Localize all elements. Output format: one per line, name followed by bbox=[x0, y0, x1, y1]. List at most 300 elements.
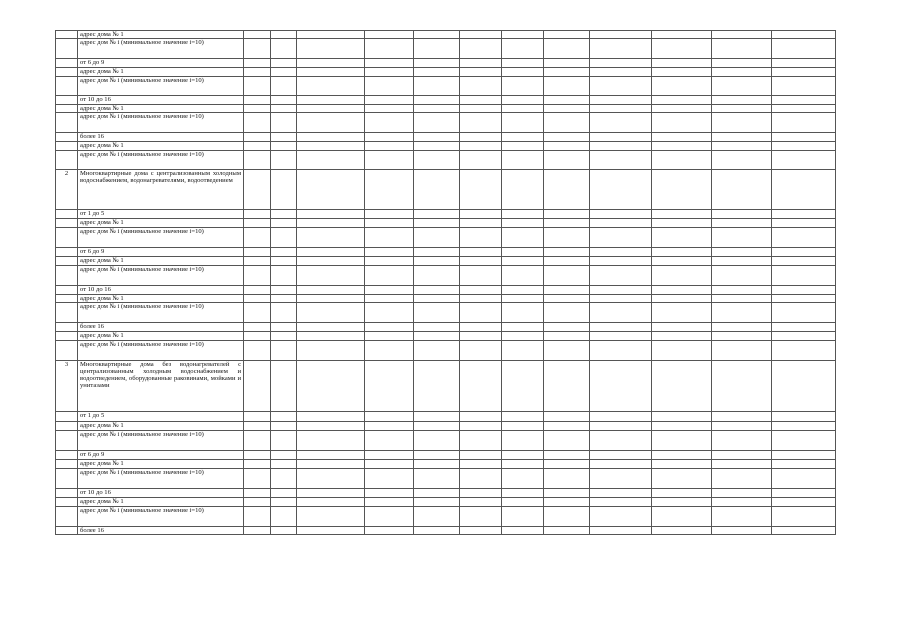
empty-cell bbox=[271, 31, 297, 39]
empty-cell bbox=[772, 133, 836, 141]
empty-cell bbox=[502, 68, 544, 77]
empty-cell bbox=[652, 302, 712, 322]
empty-cell bbox=[297, 497, 365, 506]
empty-cell bbox=[590, 360, 652, 411]
empty-cell bbox=[712, 96, 772, 105]
empty-cell bbox=[652, 497, 712, 506]
row-number-cell bbox=[56, 421, 78, 430]
empty-cell bbox=[414, 265, 460, 285]
empty-cell bbox=[244, 488, 271, 497]
empty-cell bbox=[590, 459, 652, 468]
row-number-cell bbox=[56, 468, 78, 488]
empty-cell bbox=[244, 526, 271, 534]
empty-cell bbox=[271, 133, 297, 141]
row-label-cell: адрес дом № i (минимальное значение i=10) bbox=[78, 265, 244, 285]
empty-cell bbox=[772, 421, 836, 430]
table-row bbox=[56, 421, 836, 430]
empty-cell bbox=[590, 105, 652, 113]
empty-cell bbox=[460, 302, 502, 322]
empty-cell bbox=[460, 331, 502, 340]
empty-cell bbox=[414, 256, 460, 265]
empty-cell bbox=[772, 256, 836, 265]
empty-cell bbox=[414, 497, 460, 506]
table-row bbox=[56, 340, 836, 360]
empty-cell bbox=[590, 77, 652, 96]
empty-cell bbox=[502, 113, 544, 133]
empty-cell bbox=[652, 68, 712, 77]
table-row bbox=[56, 141, 836, 150]
empty-cell bbox=[652, 459, 712, 468]
empty-cell bbox=[297, 113, 365, 133]
empty-cell bbox=[652, 141, 712, 150]
empty-cell bbox=[502, 59, 544, 68]
empty-cell bbox=[502, 77, 544, 96]
empty-cell bbox=[414, 459, 460, 468]
empty-cell bbox=[712, 506, 772, 526]
empty-cell bbox=[365, 302, 414, 322]
empty-cell bbox=[652, 113, 712, 133]
table-row bbox=[56, 285, 836, 294]
empty-cell bbox=[297, 247, 365, 256]
empty-cell bbox=[271, 331, 297, 340]
row-number-cell bbox=[56, 133, 78, 141]
empty-cell bbox=[297, 331, 365, 340]
empty-cell bbox=[652, 39, 712, 59]
empty-cell bbox=[297, 256, 365, 265]
empty-cell bbox=[712, 169, 772, 209]
row-label-cell: адрес дома № 1 bbox=[78, 218, 244, 227]
empty-cell bbox=[544, 411, 590, 421]
empty-cell bbox=[652, 59, 712, 68]
empty-cell bbox=[460, 360, 502, 411]
empty-cell bbox=[414, 285, 460, 294]
row-number-cell bbox=[56, 141, 78, 150]
empty-cell bbox=[297, 169, 365, 209]
empty-cell bbox=[712, 322, 772, 331]
table-row bbox=[56, 105, 836, 113]
empty-cell bbox=[297, 488, 365, 497]
empty-cell bbox=[414, 39, 460, 59]
row-label-cell: адрес дом № i (минимальное значение i=10) bbox=[78, 39, 244, 59]
table-row bbox=[56, 218, 836, 227]
empty-cell bbox=[460, 497, 502, 506]
empty-cell bbox=[502, 96, 544, 105]
empty-cell bbox=[502, 218, 544, 227]
empty-cell bbox=[772, 360, 836, 411]
empty-cell bbox=[652, 488, 712, 497]
empty-cell bbox=[502, 294, 544, 302]
empty-cell bbox=[772, 430, 836, 450]
table-row bbox=[56, 169, 836, 209]
row-number-cell bbox=[56, 497, 78, 506]
row-number-cell bbox=[56, 430, 78, 450]
empty-cell bbox=[244, 468, 271, 488]
empty-cell bbox=[414, 227, 460, 247]
empty-cell bbox=[460, 218, 502, 227]
empty-cell bbox=[244, 322, 271, 331]
row-label-cell: Многоквартирные дома без водонагревателей с централизованным холодным водоснабжением и водоотведением, оборудованные раковинами, мойками и унитазами bbox=[78, 360, 244, 411]
row-number-cell bbox=[56, 340, 78, 360]
empty-cell bbox=[590, 468, 652, 488]
empty-cell bbox=[414, 141, 460, 150]
table-row bbox=[56, 77, 836, 96]
empty-cell bbox=[652, 247, 712, 256]
empty-cell bbox=[460, 96, 502, 105]
empty-cell bbox=[414, 294, 460, 302]
empty-cell bbox=[365, 141, 414, 150]
empty-cell bbox=[772, 488, 836, 497]
empty-cell bbox=[544, 506, 590, 526]
empty-cell bbox=[271, 450, 297, 459]
empty-cell bbox=[365, 77, 414, 96]
empty-cell bbox=[652, 322, 712, 331]
empty-cell bbox=[365, 322, 414, 331]
empty-cell bbox=[590, 411, 652, 421]
row-label-cell: адрес дома № 1 bbox=[78, 31, 244, 39]
empty-cell bbox=[365, 96, 414, 105]
empty-cell bbox=[271, 506, 297, 526]
empty-cell bbox=[544, 133, 590, 141]
empty-cell bbox=[414, 96, 460, 105]
row-label-cell: адрес дом № i (минимальное значение i=10) bbox=[78, 77, 244, 96]
empty-cell bbox=[772, 169, 836, 209]
empty-cell bbox=[365, 411, 414, 421]
empty-cell bbox=[414, 133, 460, 141]
empty-cell bbox=[502, 526, 544, 534]
empty-cell bbox=[297, 141, 365, 150]
empty-cell bbox=[244, 497, 271, 506]
empty-cell bbox=[544, 31, 590, 39]
empty-cell bbox=[590, 141, 652, 150]
empty-cell bbox=[502, 360, 544, 411]
empty-cell bbox=[502, 430, 544, 450]
empty-cell bbox=[271, 302, 297, 322]
empty-cell bbox=[244, 331, 271, 340]
empty-cell bbox=[271, 488, 297, 497]
empty-cell bbox=[652, 265, 712, 285]
empty-cell bbox=[652, 256, 712, 265]
row-label-cell: Многоквартирные дома с централизованным холодным водоснабжением, водонагревателями, водоотведением bbox=[78, 169, 244, 209]
row-label-cell: от 10 до 16 bbox=[78, 488, 244, 497]
empty-cell bbox=[590, 96, 652, 105]
empty-cell bbox=[772, 459, 836, 468]
row-number-cell bbox=[56, 39, 78, 59]
empty-cell bbox=[544, 526, 590, 534]
empty-cell bbox=[712, 294, 772, 302]
row-number-cell bbox=[56, 294, 78, 302]
empty-cell bbox=[772, 285, 836, 294]
empty-cell bbox=[414, 302, 460, 322]
empty-cell bbox=[772, 105, 836, 113]
row-label-cell: адрес дом № i (минимальное значение i=10) bbox=[78, 113, 244, 133]
empty-cell bbox=[297, 59, 365, 68]
empty-cell bbox=[544, 285, 590, 294]
row-number-cell bbox=[56, 265, 78, 285]
empty-cell bbox=[652, 218, 712, 227]
empty-cell bbox=[244, 59, 271, 68]
row-number-cell bbox=[56, 302, 78, 322]
empty-cell bbox=[271, 96, 297, 105]
empty-cell bbox=[244, 285, 271, 294]
empty-cell bbox=[590, 265, 652, 285]
empty-cell bbox=[297, 133, 365, 141]
empty-cell bbox=[244, 31, 271, 39]
empty-cell bbox=[544, 360, 590, 411]
row-label-cell: адрес дома № 1 bbox=[78, 331, 244, 340]
empty-cell bbox=[297, 105, 365, 113]
empty-cell bbox=[712, 59, 772, 68]
row-number-cell bbox=[56, 247, 78, 256]
empty-cell bbox=[502, 169, 544, 209]
empty-cell bbox=[544, 340, 590, 360]
empty-cell bbox=[271, 322, 297, 331]
empty-cell bbox=[590, 150, 652, 169]
row-number-cell bbox=[56, 285, 78, 294]
empty-cell bbox=[544, 322, 590, 331]
empty-cell bbox=[414, 247, 460, 256]
table-row bbox=[56, 31, 836, 39]
empty-cell bbox=[365, 218, 414, 227]
empty-cell bbox=[244, 360, 271, 411]
empty-cell bbox=[502, 285, 544, 294]
empty-cell bbox=[271, 68, 297, 77]
empty-cell bbox=[544, 227, 590, 247]
empty-cell bbox=[460, 247, 502, 256]
row-number-cell bbox=[56, 209, 78, 218]
empty-cell bbox=[652, 209, 712, 218]
empty-cell bbox=[652, 331, 712, 340]
empty-cell bbox=[590, 227, 652, 247]
empty-cell bbox=[244, 77, 271, 96]
row-label-cell: от 10 до 16 bbox=[78, 96, 244, 105]
empty-cell bbox=[652, 421, 712, 430]
empty-cell bbox=[460, 322, 502, 331]
empty-cell bbox=[414, 421, 460, 430]
empty-cell bbox=[712, 450, 772, 459]
empty-cell bbox=[502, 256, 544, 265]
empty-cell bbox=[712, 77, 772, 96]
empty-cell bbox=[297, 77, 365, 96]
table-row bbox=[56, 411, 836, 421]
row-number-cell bbox=[56, 218, 78, 227]
empty-cell bbox=[460, 411, 502, 421]
empty-cell bbox=[414, 331, 460, 340]
empty-cell bbox=[297, 450, 365, 459]
empty-cell bbox=[590, 218, 652, 227]
empty-cell bbox=[502, 497, 544, 506]
empty-cell bbox=[297, 302, 365, 322]
empty-cell bbox=[271, 247, 297, 256]
row-label-cell: более 16 bbox=[78, 322, 244, 331]
empty-cell bbox=[652, 340, 712, 360]
empty-cell bbox=[772, 526, 836, 534]
empty-cell bbox=[460, 113, 502, 133]
row-label-cell: от 1 до 5 bbox=[78, 209, 244, 218]
empty-cell bbox=[590, 68, 652, 77]
table-row bbox=[56, 39, 836, 59]
empty-cell bbox=[772, 141, 836, 150]
empty-cell bbox=[502, 150, 544, 169]
empty-cell bbox=[365, 227, 414, 247]
empty-cell bbox=[712, 421, 772, 430]
empty-cell bbox=[502, 331, 544, 340]
empty-cell bbox=[297, 31, 365, 39]
empty-cell bbox=[365, 421, 414, 430]
empty-cell bbox=[414, 209, 460, 218]
empty-cell bbox=[244, 265, 271, 285]
table-row bbox=[56, 331, 836, 340]
empty-cell bbox=[590, 488, 652, 497]
row-number-cell bbox=[56, 77, 78, 96]
row-number-cell bbox=[56, 31, 78, 39]
empty-cell bbox=[414, 68, 460, 77]
empty-cell bbox=[297, 294, 365, 302]
empty-cell bbox=[365, 133, 414, 141]
empty-cell bbox=[297, 506, 365, 526]
row-label-cell: более 16 bbox=[78, 133, 244, 141]
empty-cell bbox=[712, 150, 772, 169]
empty-cell bbox=[772, 150, 836, 169]
row-number-cell bbox=[56, 113, 78, 133]
empty-cell bbox=[772, 497, 836, 506]
table-row bbox=[56, 150, 836, 169]
empty-cell bbox=[502, 506, 544, 526]
empty-cell bbox=[652, 169, 712, 209]
row-label-cell: адрес дом № i (минимальное значение i=10) bbox=[78, 340, 244, 360]
empty-cell bbox=[460, 294, 502, 302]
empty-cell bbox=[244, 302, 271, 322]
empty-cell bbox=[244, 227, 271, 247]
row-number-cell bbox=[56, 331, 78, 340]
empty-cell bbox=[712, 411, 772, 421]
empty-cell bbox=[414, 113, 460, 133]
housing-table bbox=[55, 30, 836, 535]
empty-cell bbox=[365, 459, 414, 468]
empty-cell bbox=[297, 265, 365, 285]
empty-cell bbox=[544, 77, 590, 96]
row-number-cell bbox=[56, 96, 78, 105]
empty-cell bbox=[271, 169, 297, 209]
empty-cell bbox=[712, 488, 772, 497]
row-label-cell: от 6 до 9 bbox=[78, 450, 244, 459]
empty-cell bbox=[772, 322, 836, 331]
empty-cell bbox=[502, 459, 544, 468]
empty-cell bbox=[460, 459, 502, 468]
row-label-cell: адрес дома № 1 bbox=[78, 141, 244, 150]
row-label-cell: адрес дома № 1 bbox=[78, 294, 244, 302]
empty-cell bbox=[544, 209, 590, 218]
empty-cell bbox=[365, 488, 414, 497]
row-number-cell bbox=[56, 459, 78, 468]
empty-cell bbox=[414, 488, 460, 497]
empty-cell bbox=[460, 150, 502, 169]
empty-cell bbox=[772, 450, 836, 459]
empty-cell bbox=[652, 411, 712, 421]
empty-cell bbox=[460, 421, 502, 430]
empty-cell bbox=[297, 322, 365, 331]
empty-cell bbox=[244, 150, 271, 169]
table-row bbox=[56, 227, 836, 247]
empty-cell bbox=[365, 430, 414, 450]
table-row bbox=[56, 526, 836, 534]
empty-cell bbox=[365, 150, 414, 169]
empty-cell bbox=[772, 331, 836, 340]
empty-cell bbox=[652, 506, 712, 526]
empty-cell bbox=[244, 218, 271, 227]
table-row bbox=[56, 68, 836, 77]
row-label-cell: адрес дома № 1 bbox=[78, 459, 244, 468]
empty-cell bbox=[460, 39, 502, 59]
empty-cell bbox=[271, 227, 297, 247]
empty-cell bbox=[712, 430, 772, 450]
empty-cell bbox=[652, 77, 712, 96]
empty-cell bbox=[244, 450, 271, 459]
empty-cell bbox=[772, 411, 836, 421]
row-label-cell: адрес дома № 1 bbox=[78, 497, 244, 506]
empty-cell bbox=[544, 247, 590, 256]
empty-cell bbox=[772, 31, 836, 39]
empty-cell bbox=[502, 488, 544, 497]
empty-cell bbox=[590, 331, 652, 340]
empty-cell bbox=[460, 77, 502, 96]
empty-cell bbox=[244, 247, 271, 256]
empty-cell bbox=[772, 218, 836, 227]
empty-cell bbox=[712, 113, 772, 133]
empty-cell bbox=[414, 322, 460, 331]
table-row bbox=[56, 360, 836, 411]
empty-cell bbox=[590, 506, 652, 526]
empty-cell bbox=[772, 96, 836, 105]
empty-cell bbox=[271, 340, 297, 360]
empty-cell bbox=[712, 31, 772, 39]
empty-cell bbox=[652, 526, 712, 534]
row-number-cell: 3 bbox=[56, 360, 78, 411]
row-label-cell: адрес дом № i (минимальное значение i=10) bbox=[78, 227, 244, 247]
empty-cell bbox=[297, 68, 365, 77]
empty-cell bbox=[712, 302, 772, 322]
empty-cell bbox=[414, 169, 460, 209]
empty-cell bbox=[365, 105, 414, 113]
empty-cell bbox=[365, 468, 414, 488]
empty-cell bbox=[590, 169, 652, 209]
empty-cell bbox=[414, 506, 460, 526]
empty-cell bbox=[460, 468, 502, 488]
empty-cell bbox=[772, 294, 836, 302]
empty-cell bbox=[772, 247, 836, 256]
empty-cell bbox=[365, 526, 414, 534]
row-number-cell bbox=[56, 506, 78, 526]
empty-cell bbox=[365, 31, 414, 39]
table-row bbox=[56, 209, 836, 218]
empty-cell bbox=[712, 39, 772, 59]
table-row bbox=[56, 450, 836, 459]
empty-cell bbox=[502, 265, 544, 285]
empty-cell bbox=[502, 133, 544, 141]
table-row bbox=[56, 265, 836, 285]
empty-cell bbox=[544, 468, 590, 488]
empty-cell bbox=[365, 331, 414, 340]
empty-cell bbox=[590, 302, 652, 322]
empty-cell bbox=[590, 247, 652, 256]
row-label-cell: адрес дома № 1 bbox=[78, 105, 244, 113]
empty-cell bbox=[544, 421, 590, 430]
row-number-cell bbox=[56, 450, 78, 459]
empty-cell bbox=[365, 247, 414, 256]
empty-cell bbox=[544, 141, 590, 150]
empty-cell bbox=[244, 113, 271, 133]
empty-cell bbox=[244, 506, 271, 526]
empty-cell bbox=[590, 430, 652, 450]
